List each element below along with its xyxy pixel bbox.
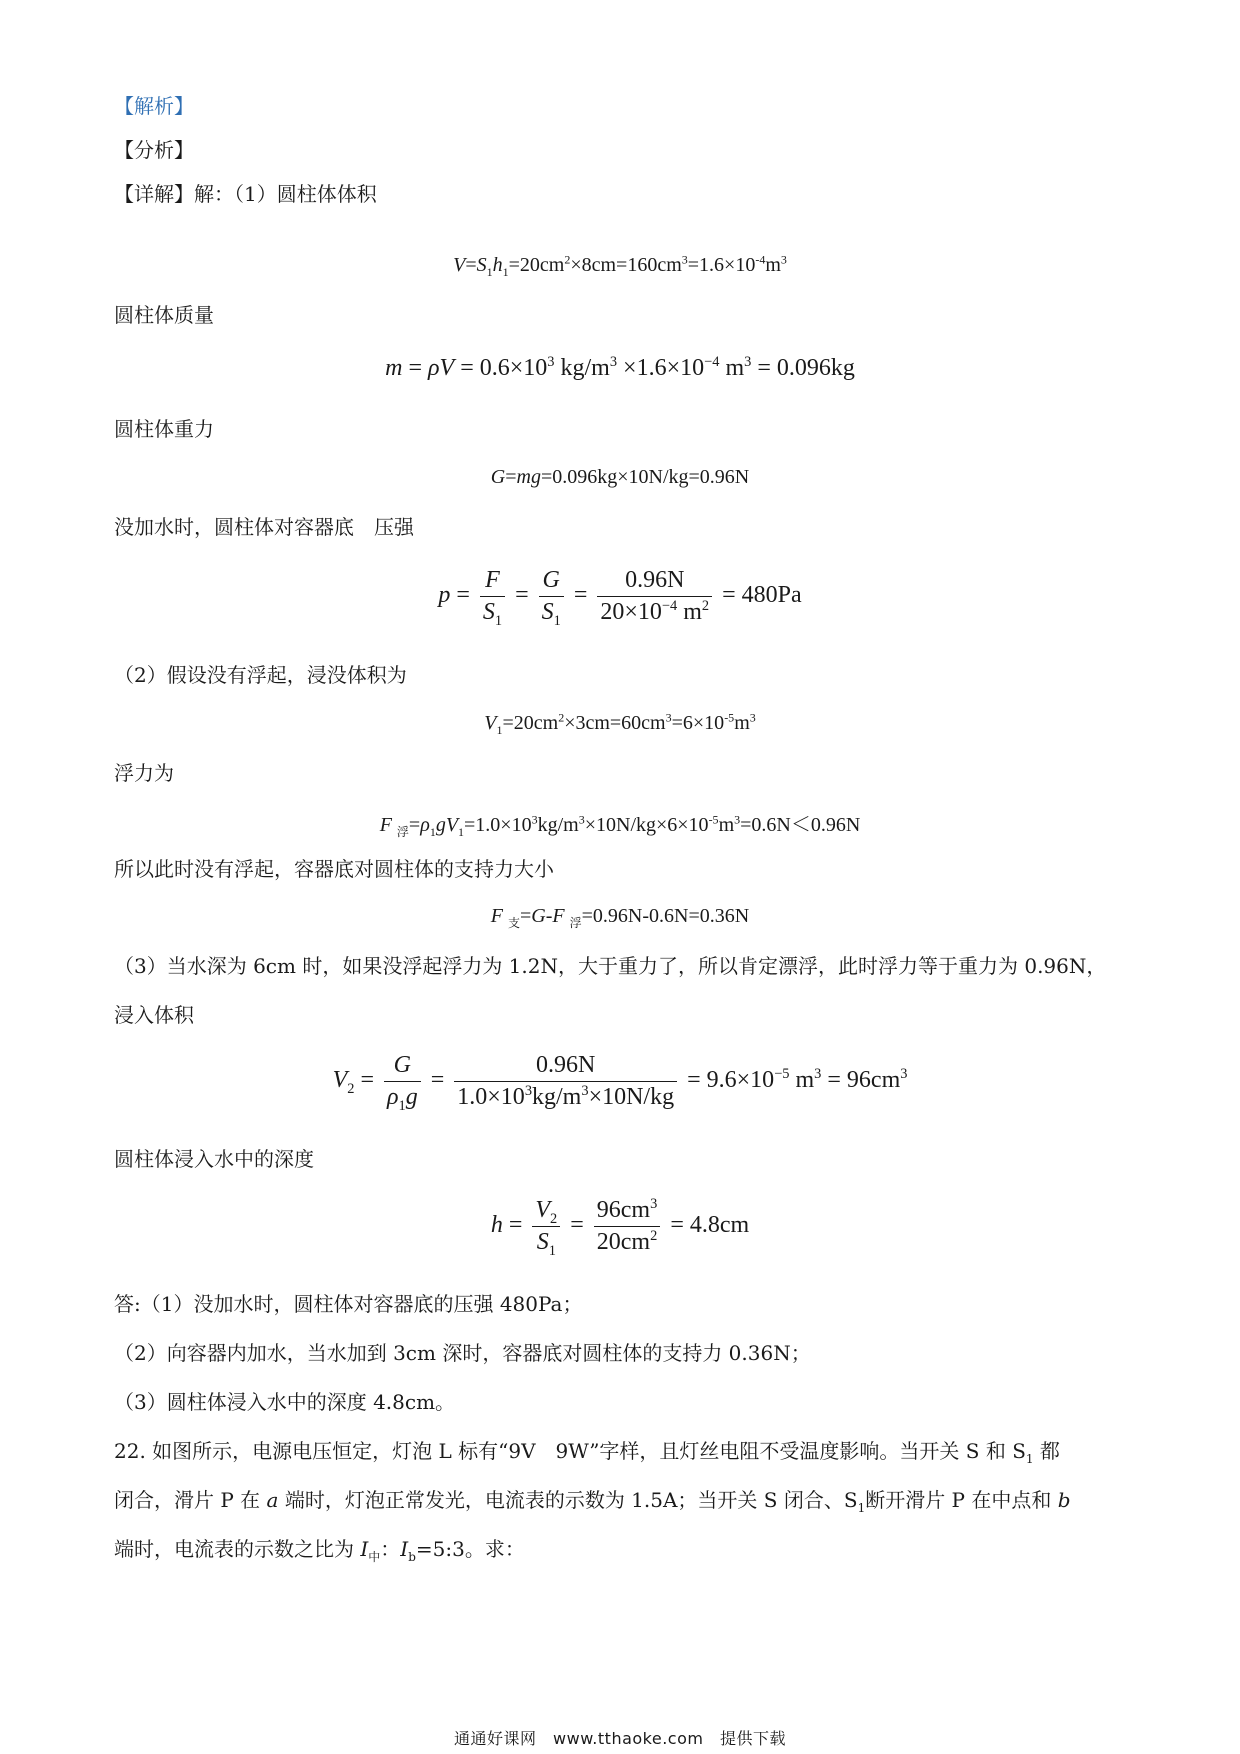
label-mass: 圆柱体质量 [114,303,214,327]
answer-3: （3）圆柱体浸入水中的深度 4.8cm。 [114,1390,456,1414]
question-22-line2: 闭合，滑片 P 在 a 端时，灯泡正常发光，电流表的示数为 1.5A；当开关 S 闭合、$S_1$断开滑片 P 在中点和 b [114,1488,1071,1515]
label-depth: 圆柱体浸入水中的深度 [114,1147,314,1171]
question-22-line1: 22. 如图所示，电源电压恒定，灯泡 L 标有“9V 9W”字样，且灯丝电阻不受温度影响。当开关 S 和 $S_1$ 都 [114,1439,1060,1466]
equation-mass: $m = \rho V = 0.6\times 10^3$ $kg/m^3 \times 1.6\times 10^{-4}$ $m^3 = 0.096kg$ [385,354,855,381]
label-part3: （3）当水深为 6cm 时，如果没浮起浮力为 1.2N，大于重力了，所以肯定漂浮，此时浮力等于重力为 0.96N， [114,954,1107,978]
footer-source: 通通好课网 www.tthaoke.com 提供下载 [454,1729,786,1748]
equation-volume: $V=S_1h_1=20cm^2\times 8cm=160cm^3=1.6\times 10^{-4}m^3$ [453,252,787,279]
answer-1: 答:（1）没加水时，圆柱体对容器底的压强 480Pa； [114,1292,583,1316]
q22-text-b1: 闭合，滑片 P 在 [114,1488,261,1512]
answer-2: （2）向容器内加水，当水加到 3cm 深时，容器底对圆柱体的支持力 0.36N； [114,1341,811,1365]
equation-buoyancy: F $_浮=\rho_1gV_1=1.0\times 10^3kg/m^3\times 10N/kg\times 6\times 10^{-5}m^3=0.6N<0.96N$ [379,812,861,839]
equation-pressure: p = $\frac{F}{S_1}$ = $\frac{G}{S_1}$ = $\frac{0.96N}{20\times 10^{-4} m^2}$ = 480Pa [438,567,802,629]
detail-intro: 【详解】解：（1）圆柱体体积 [114,182,377,206]
label-buoyancy: 浮力为 [114,761,174,785]
fenxi-heading: 【分析】 [114,138,194,162]
q22-text-c2: =5:3。求： [415,1537,525,1561]
analysis-heading: 【解析】 [114,94,194,118]
label-part2: （2）假设没有浮起，浸没体积为 [114,663,407,687]
equation-support: F $_支$=G-F $_浮$=0.96N-0.6N=0.36N [490,905,750,930]
q22-text-b2: 端时，灯泡正常发光，电流表的示数为 1.5A；当开关 S 闭合、S [284,1488,858,1512]
label-gravity: 圆柱体重力 [114,417,214,441]
question-22-line3: 端时，电流表的示数之比为 $I_中$：$I_b=5:3$。求： [114,1537,525,1564]
label-support: 所以此时没有浮起，容器底对圆柱体的支持力大小 [114,857,554,881]
q22-text-a2: 都 [1039,1439,1060,1463]
label-pressure: 没加水时，圆柱体对容器底 压强 [114,515,414,539]
q22-text-c1: 端时，电流表的示数之比为 [114,1537,354,1561]
label-v2: 浸入体积 [114,1003,194,1027]
equation-depth: h = $\frac{V_2}{S_1}$ = $\frac{96cm^3}{20cm^2}$ = 4.8cm [490,1196,750,1259]
equation-v1: $V_1=20cm^2\times 3cm=60cm^3=6\times 10^{-5}m^3$ [484,710,756,737]
equation-gravity: G=mg=0.096kg×10N/kg=0.96N [490,466,750,488]
q22-text-a: 22. 如图所示，电源电压恒定，灯泡 L 标有“9V 9W”字样，且灯丝电阻不受温度影响。当开关 S 和 S [114,1439,1026,1463]
q22-text-b3: 断开滑片 P 在中点和 [865,1488,1052,1512]
equation-v2: $V_2$ = $\frac{G}{\rho_1g}$ = $\frac{0.96N}{1.0\times 10^3kg/m^3\times 10N/kg}$ = $9.6\times 10^{-5}$ $m^3 = 96cm^3$ [332,1052,908,1114]
